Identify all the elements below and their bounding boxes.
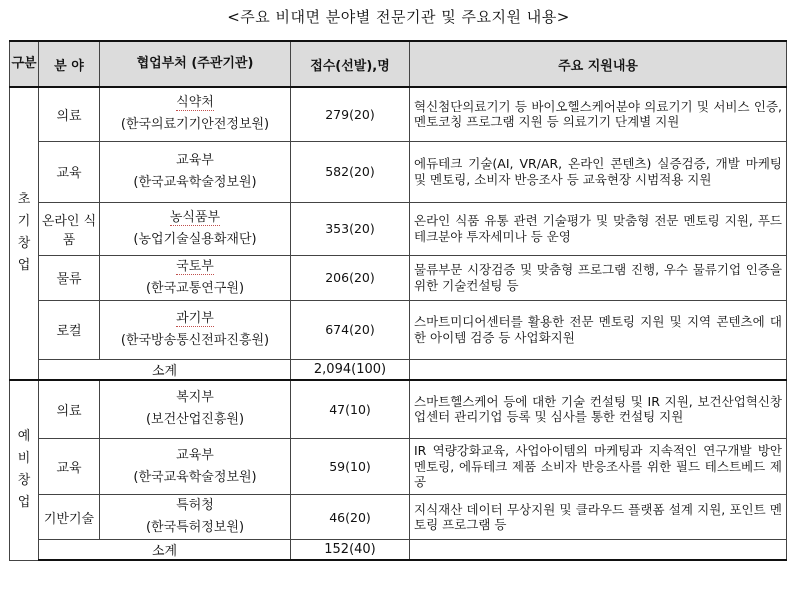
table-row [10, 87, 787, 141]
header-received: 접수(선발),명 [291, 41, 410, 87]
table-row [10, 141, 787, 202]
dept-name: 국토부 [176, 258, 214, 274]
row-content: 혁신첨단의료기기 등 바이오헬스케어분야 의료기기 및 서비스 인증, 멘토코칭 프로그램 지원 등 의료기기 단계별 지원 [410, 87, 787, 141]
row-dept [100, 439, 291, 495]
dept-org: (보건산업진흥원) [145, 412, 245, 428]
row-dept [100, 255, 291, 300]
dept-name: 과기부 [176, 310, 214, 326]
group-early-startup [10, 87, 787, 380]
row-content: 에듀테크 기술(AI, VR/AR, 온라인 콘텐츠) 실증검증, 개발 마케팅 및 멘토링, 소비자 반응조사 등 교육현장 시범적용 지원 [410, 141, 787, 202]
dept-name: 교육부 [176, 447, 214, 463]
row-content: 지식재산 데이터 무상지원 및 클라우드 플랫폼 설계 지원, 포인트 멘토링 프로그램 등 [410, 495, 787, 540]
dept-name: 특허청 [176, 498, 214, 513]
dept-name: 농식품부 [169, 209, 221, 225]
header-field: 분 야 [39, 41, 100, 87]
row-received: 279(20) [291, 87, 410, 141]
dept-org: (농업기술실용화재단) [133, 231, 257, 247]
row-dept [100, 87, 291, 141]
row-received: 353(20) [291, 202, 410, 255]
row-content: 스마트미디어센터를 활용한 전문 멘토링 지원 및 지역 콘텐츠에 대한 아이템 검증 등 사업화지원 [410, 300, 787, 359]
subtotal-label: 소계 [39, 540, 291, 561]
table-header [10, 41, 787, 87]
table-row [10, 495, 787, 540]
dept-name: 복지부 [176, 390, 214, 406]
row-content: IR 역량강화교육, 사업아이템의 마케팅과 지속적인 연구개발 방안 멘토링, 에듀테크 제품 소비자 반응조사를 위한 필드 테스트베드 제공 [410, 439, 787, 495]
dept-name: 교육부 [176, 152, 214, 168]
table-row [10, 300, 787, 359]
subtotal-row [10, 359, 787, 380]
subtotal-value: 152(40) [291, 540, 410, 561]
group-label: 예 비 창 업 [10, 380, 39, 561]
support-table [9, 40, 787, 561]
row-field: 의료 [39, 87, 100, 141]
row-received: 206(20) [291, 255, 410, 300]
group-label: 초 기 창 업 [10, 87, 39, 380]
row-field: 온라인 식품 [39, 202, 100, 255]
row-content: 물류부문 시장검증 및 맞춤형 프로그램 진행, 우수 물류기업 인증을 위한 기술컨설팅 등 [410, 255, 787, 300]
row-received: 582(20) [291, 141, 410, 202]
dept-org: (한국의료기기안전정보원) [120, 117, 270, 133]
subtotal-row [10, 540, 787, 561]
row-dept [100, 202, 291, 255]
dept-org: (한국방송통신전파진흥원) [120, 332, 270, 348]
row-field: 교육 [39, 141, 100, 202]
row-dept [100, 141, 291, 202]
row-dept [100, 380, 291, 439]
row-field: 의료 [39, 380, 100, 439]
dept-org: (한국교육학술정보원) [133, 469, 257, 485]
header-content: 주요 지원내용 [410, 41, 787, 87]
table-row [10, 202, 787, 255]
subtotal-value: 2,094(100) [291, 359, 410, 380]
row-dept [100, 300, 291, 359]
row-received: 59(10) [291, 439, 410, 495]
row-field: 로컬 [39, 300, 100, 359]
page-title: <주요 비대면 분야별 전문기관 및 주요지원 내용> [227, 8, 570, 26]
row-received: 674(20) [291, 300, 410, 359]
subtotal-empty [410, 540, 787, 561]
subtotal-empty [410, 359, 787, 380]
group-pre-startup [10, 380, 787, 561]
header-category: 구분 [10, 41, 39, 87]
row-received: 46(20) [291, 495, 410, 540]
row-content: 스마트헬스케어 등에 대한 기술 컨설팅 및 IR 지원, 보건산업혁신창업센터 관리기업 등록 및 심사를 통한 컨설팅 지원 [410, 380, 787, 439]
table-row [10, 380, 787, 439]
dept-name: 식약처 [176, 95, 214, 111]
row-content: 온라인 식품 유통 관련 기술평가 및 맞춤형 전문 멘토링 지원, 푸드테크분야 투자세미나 등 운영 [410, 202, 787, 255]
dept-org: (한국교통연구원) [145, 280, 245, 296]
row-received: 47(10) [291, 380, 410, 439]
table-row [10, 439, 787, 495]
subtotal-label: 소계 [39, 359, 291, 380]
dept-org: (한국교육학술정보원) [133, 174, 257, 190]
row-field: 교육 [39, 439, 100, 495]
row-dept [100, 495, 291, 540]
dept-org: (한국특허정보원) [145, 520, 245, 535]
row-field: 물류 [39, 255, 100, 300]
row-field: 기반기술 [39, 495, 100, 540]
header-dept: 협업부처 (주관기관) [100, 41, 291, 87]
table-row [10, 255, 787, 300]
